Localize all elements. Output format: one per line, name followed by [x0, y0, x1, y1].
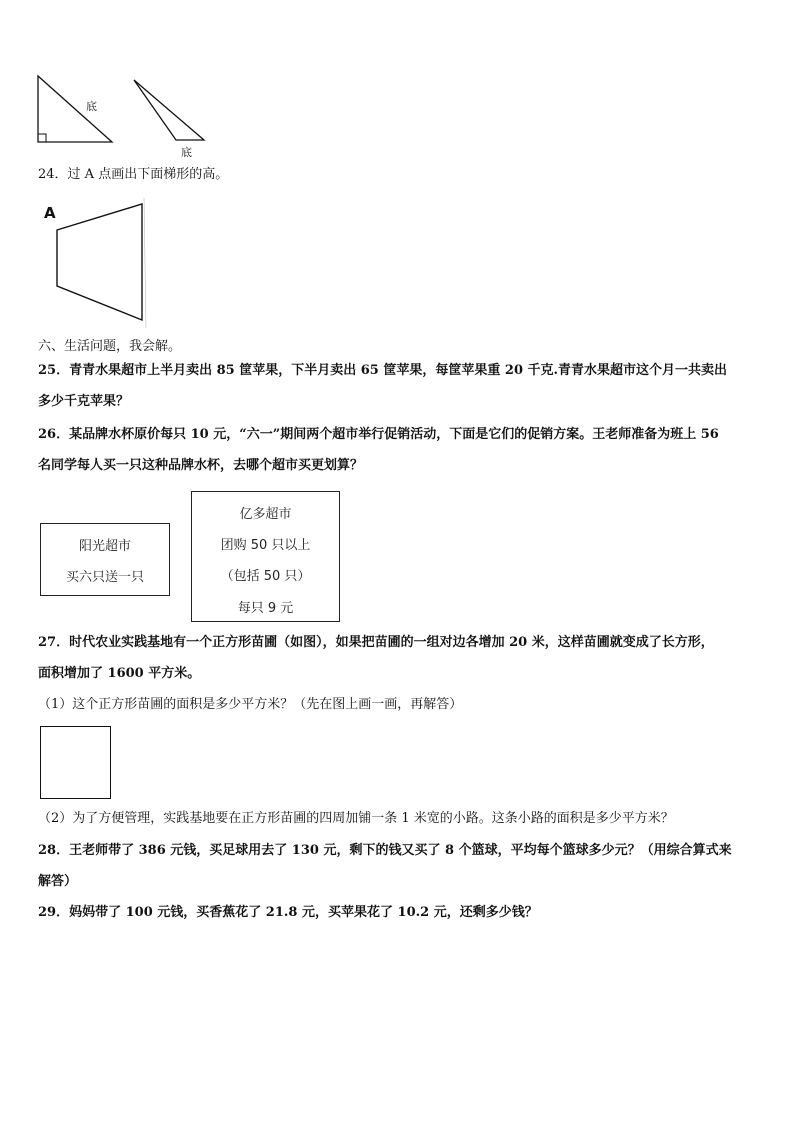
obtuse-triangle	[134, 80, 204, 140]
yangguang-supermarket-box	[40, 523, 170, 596]
question-28-line-1: 28．王老师带了 386 元钱，买足球用去了 130 元，剩下的钱又买了 8 个篮球，平均每个篮球多少元？（用综合算式来	[38, 843, 732, 858]
question-29: 29．妈妈带了 100 元钱，买香蕉花了 21.8 元，买苹果花了 10.2 元，还剩多少钱？	[38, 905, 538, 920]
triangle-base-label-1: 底	[86, 100, 97, 113]
trapezoid-figure	[40, 196, 160, 332]
question-27-line-2: 面积增加了 1600 平方米。	[38, 666, 201, 681]
triangle-base-label-2: 底	[181, 146, 192, 159]
right-angle-mark	[38, 134, 46, 142]
question-24: 24．过 A 点画出下面梯形的高。	[38, 167, 229, 182]
yangguang-title: 阳光超市	[78, 539, 131, 554]
yiduo-line-2: （包括 50 只）	[220, 569, 311, 584]
question-27-line-1: 27．时代农业实践基地有一个正方形苗圃（如图），如果把苗圃的一组对边各增加 20 米，这样苗圃就变成了长方形，	[38, 635, 714, 650]
question-26-line-1: 26．某品牌水杯原价每只 10 元，“六一”期间两个超市举行促销活动，下面是它们的促销方案。王老师准备为班上 56	[38, 427, 719, 442]
yiduo-line-3: 每只 9 元	[237, 601, 294, 616]
square-nursery-figure	[40, 726, 111, 799]
right-triangle	[38, 76, 112, 142]
trapezoid	[57, 204, 142, 320]
yiduo-line-1: 团购 50 只以上	[220, 538, 311, 553]
yangguang-offer: 买六只送一只	[65, 570, 144, 585]
question-25-line-1: 25．青青水果超市上半月卖出 85 筐苹果，下半月卖出 65 筐苹果，每筐苹果重 20 千克.青青水果超市这个月一共卖出	[38, 363, 728, 378]
yiduo-supermarket-box	[191, 491, 340, 622]
point-a-label: A	[44, 204, 56, 222]
triangles-figure	[30, 72, 220, 162]
question-27-sub-2: （2）为了方便管理，实践基地要在正方形苗圃的四周加铺一条 1 米宽的小路。这条小路的面积是多少平方米？	[38, 811, 674, 826]
question-25-line-2: 多少千克苹果？	[38, 394, 130, 409]
yiduo-title: 亿多超市	[239, 507, 292, 522]
section-6-heading: 六、生活问题，我会解。	[38, 339, 182, 354]
question-26-line-2: 名同学每人买一只这种品牌水杯，去哪个超市买更划算？	[38, 458, 364, 473]
question-28-line-2: 解答）	[38, 874, 78, 889]
question-27-sub-1: （1）这个正方形苗圃的面积是多少平方米？（先在图上画一画，再解答）	[38, 697, 463, 712]
